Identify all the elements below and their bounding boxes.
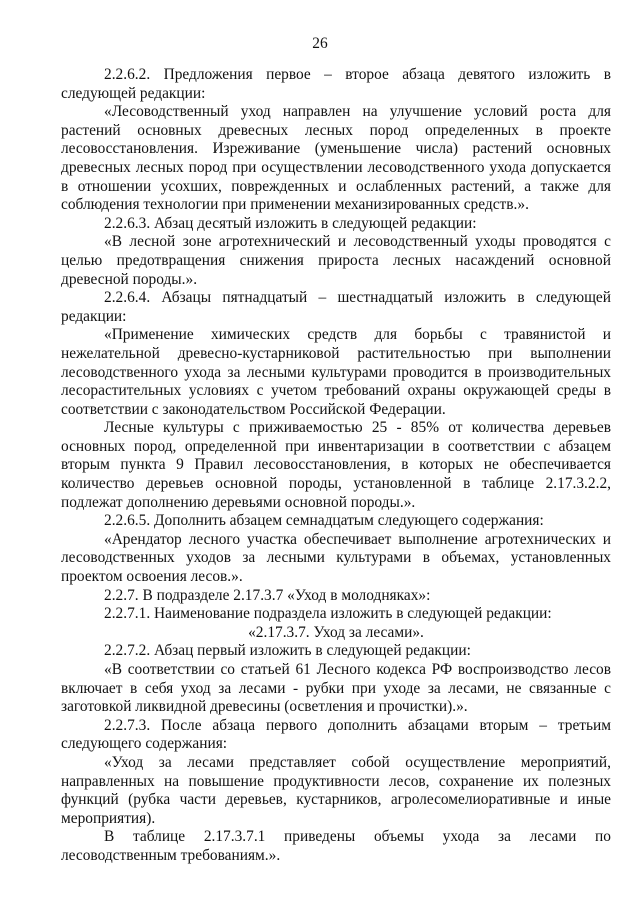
paragraph-2-2-7-1: 2.2.7.1. Наименование подраздела изложить в следующей редакции:	[104, 605, 552, 623]
paragraph-2-2-7-2: 2.2.7.2. Абзац первый изложить в следующей редакции:	[104, 642, 471, 660]
quoted-paragraph: «Применение химических средств для борьбы с травянистой и нежелательной древесно-кустарниковой растительностью при выполнении лесоводственного ухода за лесными культурами проводится в производительных лесорастительных условиях с учетом требований охраны окружающей среды в соответствии с законодательством Российской Федерации.	[61, 326, 611, 418]
document-body	[61, 66, 611, 866]
paragraph-2-2-6-4: 2.2.6.4. Абзацы пятнадцатый – шестнадцатый изложить в следующей редакции:	[61, 289, 611, 325]
quoted-paragraph: «В соответствии со статьей 61 Лесного кодекса РФ воспроизводство лесов включает в себя уход за лесами - рубки при уходе за лесами, не связанные с заготовкой ликвидной древесины (осветления и прочистки).».	[61, 661, 611, 716]
page-number: 26	[312, 35, 328, 52]
section-title-quote: «2.17.3.7. Уход за лесами».	[248, 623, 424, 641]
paragraph-2-2-6-2: 2.2.6.2. Предложения первое – второе абзаца девятого изложить в следующей редакции:	[61, 66, 611, 102]
quoted-paragraph: «Арендатор лесного участка обеспечивает выполнение агротехнических и лесоводственных уходов за лесными культурами в объемах, установленных проектом освоения лесов.».	[61, 530, 611, 586]
paragraph-2-2-7: 2.2.7. В подразделе 2.17.3.7 «Уход в молодняках»:	[104, 586, 431, 604]
quoted-paragraph: «В лесной зоне агротехнический и лесоводственный уходы проводятся с целью предотвращения снижения прироста лесных насаждений основной древесной породы.».	[61, 233, 611, 288]
quoted-paragraph: Лесные культуры с приживаемостью 25 - 85% от количества деревьев основных пород, определенной при инвентаризации в соответствии с абзацем вторым пункта 9 Правил лесовосстановления, в которых не обеспечивается количество деревьев основной породы, установленной в таблице 2.17.3.2.2, подлежат дополнению деревьями основной породы.».	[61, 419, 611, 511]
quoted-paragraph: «Уход за лесами представляет собой осуществление мероприятий, направленных на повышение продуктивности лесов, сохранение их полезных функций (рубка части деревьев, кустарников, агролесомелиоративные и иные мероприятия).	[61, 753, 611, 827]
quoted-paragraph: «Лесоводственный уход направлен на улучшение условий роста для растений основных древесных лесных пород определенных в проекте лесовосстановления. Изреживание (уменьшение числа) растений основных древесных лесных пород при осуществлении лесоводственного ухода допускается в отношении усохших, поврежденных и ослабленных растений, а также для соблюдения технологии при применении механизированных средств.».	[61, 103, 611, 214]
paragraph-2-2-6-5: 2.2.6.5. Дополнить абзацем семнадцатым следующего содержания:	[104, 512, 544, 530]
paragraph-2-2-6-3: 2.2.6.3. Абзац десятый изложить в следующей редакции:	[104, 214, 477, 232]
quoted-paragraph: В таблице 2.17.3.7.1 приведены объемы ухода за лесами по лесоводственным требованиям.».	[61, 828, 611, 864]
paragraph-2-2-7-3: 2.2.7.3. После абзаца первого дополнить абзацами вторым – третьим следующего содержания:	[61, 716, 611, 753]
